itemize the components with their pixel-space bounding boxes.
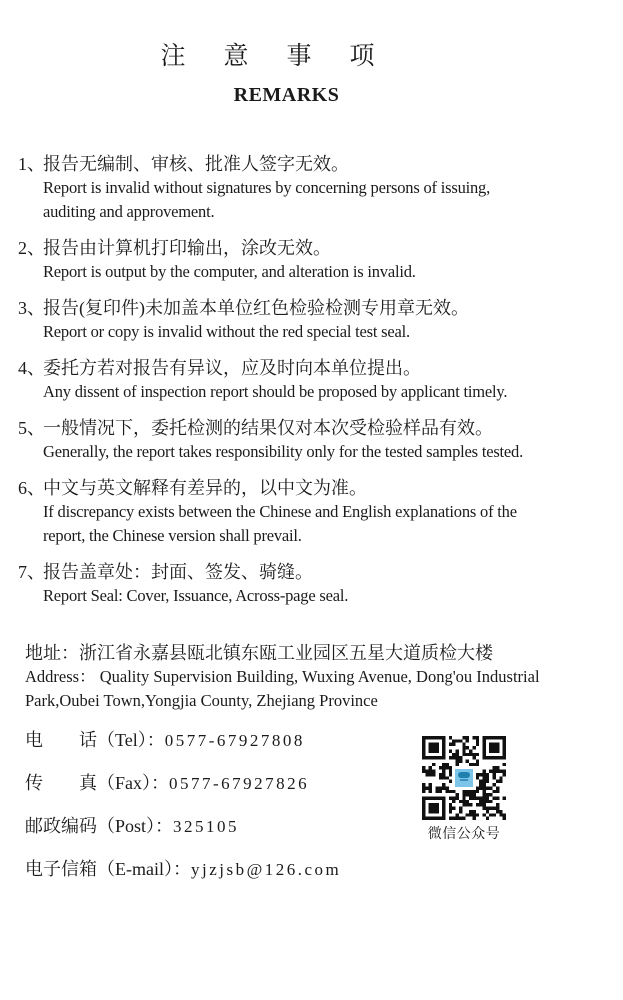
qr-center-logo-icon: [453, 767, 475, 789]
list-item: [18, 356, 613, 404]
fax-row: [25, 770, 623, 797]
item-number: 2、: [18, 238, 45, 258]
address-english: Address： Quality Supervision Building, Wuxing Avenue, Dong'ou Industrial: [25, 667, 540, 686]
phone-number: 0577-67927808: [164, 731, 305, 750]
item-text-english: report, the Chinese version shall prevail.: [43, 526, 302, 545]
list-item: [18, 296, 613, 344]
fax-number: 0577-67927826: [169, 774, 310, 793]
email-address: yjzjsb@126.com: [190, 860, 342, 879]
item-number: 4、: [18, 358, 45, 378]
list-item: [18, 560, 613, 608]
phone-row: [25, 727, 623, 754]
fax-label-chinese: 传真: [25, 773, 97, 793]
item-text-chinese: 一般情况下，委托检测的结果仅对本次受检验样品有效。: [43, 418, 493, 438]
fax-label-english: （Fax）：: [97, 773, 169, 793]
wechat-qr-block: [422, 736, 506, 843]
item-text-english: Any dissent of inspection report should be proposed by applicant timely.: [43, 382, 508, 401]
item-number: 1、: [18, 154, 45, 174]
item-text-english: Report Seal: Cover, Issuance, Across-page seal.: [43, 586, 349, 605]
page-header: [0, 0, 623, 107]
remarks-list: [0, 152, 623, 608]
item-number: 6、: [18, 478, 45, 498]
address-english: Park,Oubei Town,Yongjia County, Zhejiang Province: [25, 691, 378, 710]
item-number: 3、: [18, 298, 45, 318]
page-title-chinese: 注意事项: [160, 43, 413, 70]
email-row: [25, 856, 623, 883]
qr-caption: 微信公众号: [427, 827, 501, 842]
item-text-english: Report or copy is invalid without the red special test seal.: [43, 322, 410, 341]
item-text-chinese: 报告(复印件)未加盖本单位红色检验检测专用章无效。: [43, 298, 469, 318]
item-text-english: Generally, the report takes responsibility only for the tested samples tested.: [43, 442, 524, 461]
email-label-english: （E-mail）：: [97, 859, 191, 879]
list-item: [18, 476, 613, 548]
item-number: 5、: [18, 418, 45, 438]
postcode-label-english: （Post）：: [97, 816, 174, 836]
item-text-english: Report is invalid without signatures by concerning persons of issuing,: [43, 178, 491, 197]
phone-label-chinese: 电话: [25, 730, 97, 750]
item-text-english: auditing and approvement.: [43, 202, 215, 221]
list-item: [18, 236, 613, 284]
page-title-english: REMARKS: [233, 84, 340, 106]
list-item: [18, 416, 613, 464]
postcode-row: [25, 813, 623, 840]
list-item: [18, 152, 613, 224]
item-text-english: If discrepancy exists between the Chinese and English explanations of the: [43, 502, 517, 521]
postcode-label-chinese: 邮政编码: [25, 816, 97, 836]
item-text-chinese: 报告无编制、审核、批准人签字无效。: [43, 154, 349, 174]
address-chinese: 地址：浙江省永嘉县瓯北镇东瓯工业园区五星大道质检大楼: [25, 643, 493, 663]
contact-info-block: [0, 727, 623, 883]
item-text-chinese: 中文与英文解释有差异的，以中文为准。: [43, 478, 367, 498]
wechat-qrcode-icon: [422, 736, 506, 820]
phone-label-english: （Tel）：: [97, 730, 165, 750]
address-block: [0, 641, 623, 713]
item-text-chinese: 报告由计算机打印输出，涂改无效。: [43, 238, 331, 258]
email-label-chinese: 电子信箱: [25, 859, 97, 879]
item-text-chinese: 报告盖章处：封面、签发、骑缝。: [43, 562, 313, 582]
item-number: 7、: [18, 562, 45, 582]
item-text-english: Report is output by the computer, and alteration is invalid.: [43, 262, 416, 281]
item-text-chinese: 委托方若对报告有异议，应及时向本单位提出。: [43, 358, 421, 378]
postcode-value: 325105: [173, 817, 240, 836]
